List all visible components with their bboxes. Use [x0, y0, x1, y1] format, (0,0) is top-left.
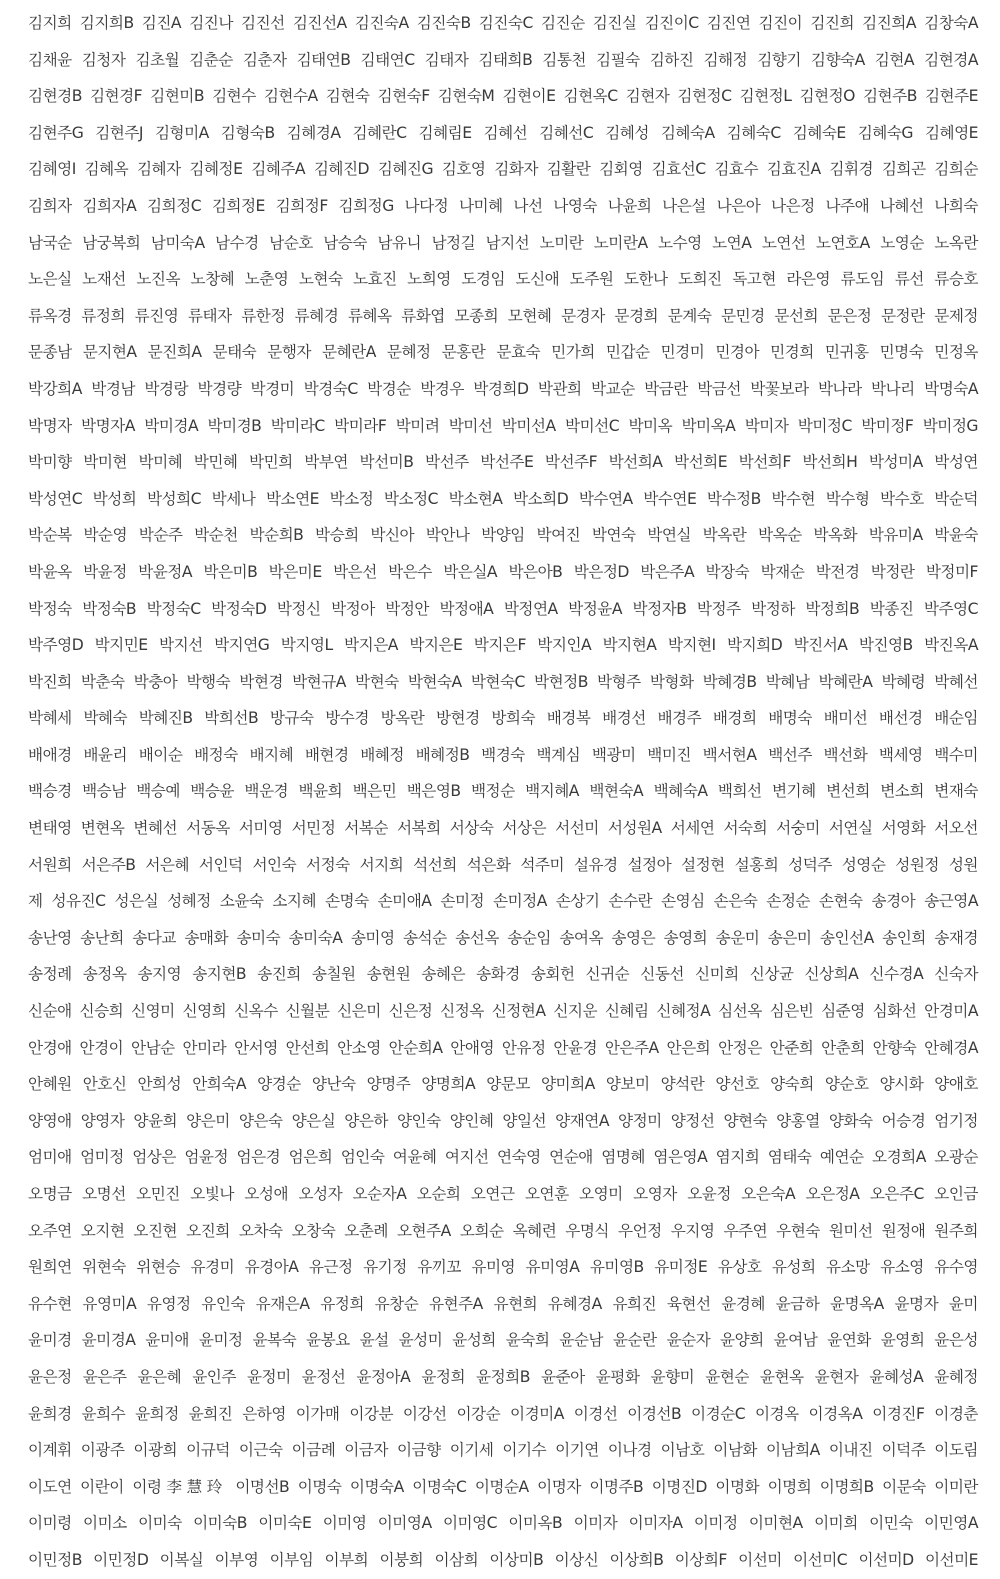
name-list-line: 이계휘 이광주 이광희 이규덕 이근숙 이금례 이금자 이금향 이기세 이기수 이기연 이나경 이남호 이남화 이남희A 이내진 이덕주 이도림 — [28, 1441, 978, 1460]
name-list-line: 오주연 오지현 오진현 오진희 오차숙 오창숙 오춘례 오현주A 오희순 옥혜련 우명식 우언정 우지영 우주연 우현숙 원미선 원정애 원주희 — [28, 1221, 978, 1240]
name-list-line: 안혜원 안호신 안희성 안희숙A 양경순 양난숙 양명주 양명희A 양문모 양미희A 양보미 양석란 양선호 양숙희 양순호 양시화 양애호 — [28, 1075, 978, 1094]
name-list-line: 노은실 노재선 노진옥 노창혜 노춘영 노현숙 노효진 노희영 도경임 도신애 도주원 도한나 도희진 독고현 라은영 류도임 류선 류승호 — [28, 270, 978, 289]
name-list-line: 박윤옥 박윤정 박윤정A 박은미B 박은미E 박은선 박은수 박은실A 박은아B 박은정D 박은주A 박장숙 박재순 박전경 박정란 박정미F — [28, 562, 978, 581]
name-list-line: 배애경 배윤리 배이순 배정숙 배지혜 배현경 배혜정 배혜정B 백경숙 백계심 백광미 백미진 백서현A 백선주 백선화 백세영 백수미 — [28, 745, 978, 764]
name-list-line: 백승경 백승남 백승예 백승윤 백운경 백윤희 백은민 백은영B 백정순 백지혜A 백현숙A 백혜숙A 백희선 변기혜 변선희 변소희 변재숙 — [28, 782, 978, 801]
name-list-line: 윤은정 윤은주 윤은혜 윤인주 윤정미 윤정선 윤정아A 윤정희 윤정희B 윤준아 윤평화 윤향미 윤현순 윤현옥 윤현자 윤혜성A 윤혜정 — [28, 1367, 978, 1386]
name-list-line: 오명금 오명선 오민진 오빛나 오성애 오성자 오순자A 오순희 오연근 오연훈 오영미 오영자 오윤정 오은숙A 오은정A 오은주C 오인금 — [28, 1185, 978, 1203]
name-list-line: 김현주G 김현주J 김형미A 김형숙B 김혜경A 김혜란C 김혜림E 김혜선 김혜선C 김혜성 김혜숙A 김혜숙C 김혜숙E 김혜숙G 김혜영E — [28, 123, 978, 142]
name-list-line: 박주영D 박지민E 박지선 박지연G 박지영L 박지은A 박지은E 박지은F 박지인A 박지현A 박지현I 박지희D 박진서A 박진영B 박진옥A — [28, 636, 978, 655]
name-list-line: 이도연 이란이 이령李慧玲 이명선B 이명숙 이명숙A 이명숙C 이명순A 이명자 이명주B 이명진D 이명화 이명희 이명희B 이문숙 이미란 — [28, 1477, 978, 1496]
name-list-line: 윤희경 윤희수 윤희정 윤희진 은하영 이가매 이강분 이강선 이강순 이경미A 이경선 이경선B 이경순C 이경옥 이경옥A 이경진F 이경춘 — [28, 1404, 978, 1423]
name-list-line: 김현경B 김현경F 김현미B 김현수 김현수A 김현숙 김현숙F 김현숙M 김현이E 김현옥C 김현자 김현정C 김현정L 김현정O 김현주B 김현주E — [28, 87, 978, 106]
name-list-line: 윤미경 윤미경A 윤미애 윤미정 윤복숙 윤봉요 윤설 윤성미 윤성희 윤숙희 윤순남 윤순란 윤순자 윤양희 윤여남 윤연화 윤영희 윤은성 — [28, 1331, 978, 1350]
name-list-line: 박명자 박명자A 박미경A 박미경B 박미라C 박미라F 박미려 박미선 박미선A 박미선C 박미옥 박미옥A 박미자 박미정C 박미정F 박미정G — [28, 416, 978, 435]
name-list-line: 제 성유진C 성은실 성혜정 소윤숙 소지혜 손명숙 손미애A 손미정 손미정A 손상기 손수란 손영심 손은숙 손정순 손현숙 송경아 송근영A — [28, 892, 978, 911]
name-list-line: 류옥경 류정희 류진영 류태자 류한정 류혜경 류혜옥 류화엽 모종희 모현혜 문경자 문경희 문계숙 문민경 문선희 문은정 문정란 문제정 — [28, 306, 978, 325]
name-list-line: 이미령 이미소 이미숙 이미숙B 이미숙E 이미영 이미영A 이미영C 이미옥B 이미자 이미자A 이미정 이미현A 이미희 이민숙 이민영A — [28, 1514, 978, 1533]
name-list-line: 남국순 남궁복희 남미숙A 남수경 남순호 남승숙 남유니 남정길 남지선 노미란 노미란A 노수영 노연A 노연선 노연호A 노영순 노옥란 — [28, 233, 978, 252]
name-list-line: 김지희 김지희B 김진A 김진나 김진선 김진선A 김진숙A 김진숙B 김진숙C 김진순 김진실 김진이C 김진연 김진이 김진희 김진희A 김창숙A — [28, 14, 978, 32]
name-list-line: 유수현 유영미A 유영정 유인숙 유재은A 유정희 유창순 유현주A 유현희 유혜경A 유희진 육현선 윤경혜 윤금하 윤명옥A 윤명자 윤미 — [28, 1294, 978, 1313]
name-list-line: 문종남 문지현A 문진희A 문태숙 문행자 문혜란A 문혜정 문홍란 문효숙 민가희 민갑순 민경미 민경아 민경희 민귀홍 민명숙 민정옥 — [28, 343, 978, 362]
name-list-line: 박강희A 박경남 박경랑 박경량 박경미 박경숙C 박경순 박경우 박경희D 박관희 박교순 박금란 박금선 박꽃보라 박나라 박나리 박명숙A — [28, 379, 978, 398]
name-list-line: 원희연 위현숙 위현승 유경미 유경아A 유근정 유기정 유끼꼬 유미영 유미영A 유미영B 유미정E 유상호 유성희 유소망 유소영 유수영 — [28, 1258, 978, 1277]
name-list-line: 안경애 안경이 안남순 안미라 안서영 안선희 안소영 안순희A 안애영 안유정 안윤경 안은주A 안은희 안정은 안준희 안춘희 안향숙 안혜경A — [28, 1038, 978, 1057]
name-list-line: 엄미애 엄미정 엄상은 엄윤정 엄은경 엄은희 엄인숙 여윤혜 여지선 연숙영 연순애 염명혜 염은영A 염지희 염태숙 예연순 오경희A 오광순 — [28, 1148, 978, 1167]
name-list-line: 이민정B 이민정D 이복실 이부영 이부임 이부희 이붕희 이삼희 이상미B 이상신 이상희B 이상희F 이선미 이선미C 이선미D 이선미E — [28, 1550, 978, 1569]
name-list-line: 변태영 변현옥 변혜선 서동옥 서미영 서민정 서복순 서복희 서상숙 서상은 서선미 서성원A 서세연 서숙희 서숭미 서연실 서영화 서오선 — [28, 819, 978, 838]
name-list-line: 박혜세 박혜숙 박혜진B 박희선B 방규숙 방수경 방옥란 방현경 방희숙 배경복 배경선 배경주 배경희 배명숙 배미선 배선경 배순임 — [28, 709, 978, 728]
name-list-line: 송정례 송정옥 송지영 송지현B 송진희 송칠원 송현원 송혜은 송화경 송회헌 신귀순 신동선 신미희 신상균 신상희A 신수경A 신숙자 — [28, 965, 978, 984]
name-list-line: 김채윤 김청자 김초월 김춘순 김춘자 김태연B 김태연C 김태자 김태희B 김통천 김필숙 김하진 김해정 김향기 김향숙A 김현A 김현경A — [28, 50, 978, 69]
name-list-line: 송난영 송난희 송다교 송매화 송미숙 송미숙A 송미영 송석순 송선옥 송순임 송여옥 송영은 송영희 송운미 송은미 송인선A 송인희 송재경 — [28, 928, 978, 947]
name-list-line: 박정숙 박정숙B 박정숙C 박정숙D 박정신 박정아 박정안 박정애A 박정연A 박정윤A 박정자B 박정주 박정하 박정희B 박종진 박주영C — [28, 599, 978, 618]
name-list-line: 김혜영I 김혜옥 김혜자 김혜정E 김혜주A 김혜진D 김혜진G 김호영 김화자 김활란 김회영 김효선C 김효수 김효진A 김휘경 김희곤 김희순 — [28, 160, 978, 179]
name-list-line: 양영애 양영자 양윤희 양은미 양은숙 양은실 양은하 양인숙 양인혜 양일선 양재연A 양정미 양정선 양현숙 양홍열 양화숙 어승경 엄기정 — [28, 1111, 978, 1130]
name-list-line: 신순애 신승희 신영미 신영희 신옥수 신월분 신은미 신은정 신정옥 신정현A 신지운 신혜림 신혜정A 심선옥 심은빈 심준영 심화선 안경미A — [28, 1002, 978, 1021]
name-list-line: 김희자 김희자A 김희정C 김희정E 김희정F 김희정G 나다정 나미혜 나선 나영숙 나윤희 나은설 나은아 나은정 나주애 나혜선 나희숙 — [28, 196, 978, 215]
name-list-line: 박순복 박순영 박순주 박순천 박순희B 박승희 박신아 박안나 박양임 박여진 박연숙 박연실 박옥란 박옥순 박옥화 박유미A 박윤숙 — [28, 526, 978, 545]
name-list-line: 박미향 박미현 박미혜 박민혜 박민희 박부연 박선미B 박선주 박선주E 박선주F 박선희A 박선희E 박선희F 박선희H 박성미A 박성연 — [28, 453, 978, 472]
name-list-line: 박진희 박춘숙 박충아 박행숙 박현경 박현규A 박현숙 박현숙A 박현숙C 박현정B 박형주 박형화 박혜경B 박혜남 박혜란A 박혜령 박혜선 — [28, 672, 978, 691]
name-list-line: 박성연C 박성희 박성희C 박세나 박소연E 박소정 박소정C 박소현A 박소희D 박수연A 박수연E 박수정B 박수현 박수형 박수호 박순덕 — [28, 489, 978, 508]
name-list-line: 서원희 서은주B 서은혜 서인덕 서인숙 서정숙 서지희 석선희 석은화 석주미 설유경 설정아 설정현 설홍희 성덕주 성영순 성원정 성원 — [28, 855, 978, 874]
